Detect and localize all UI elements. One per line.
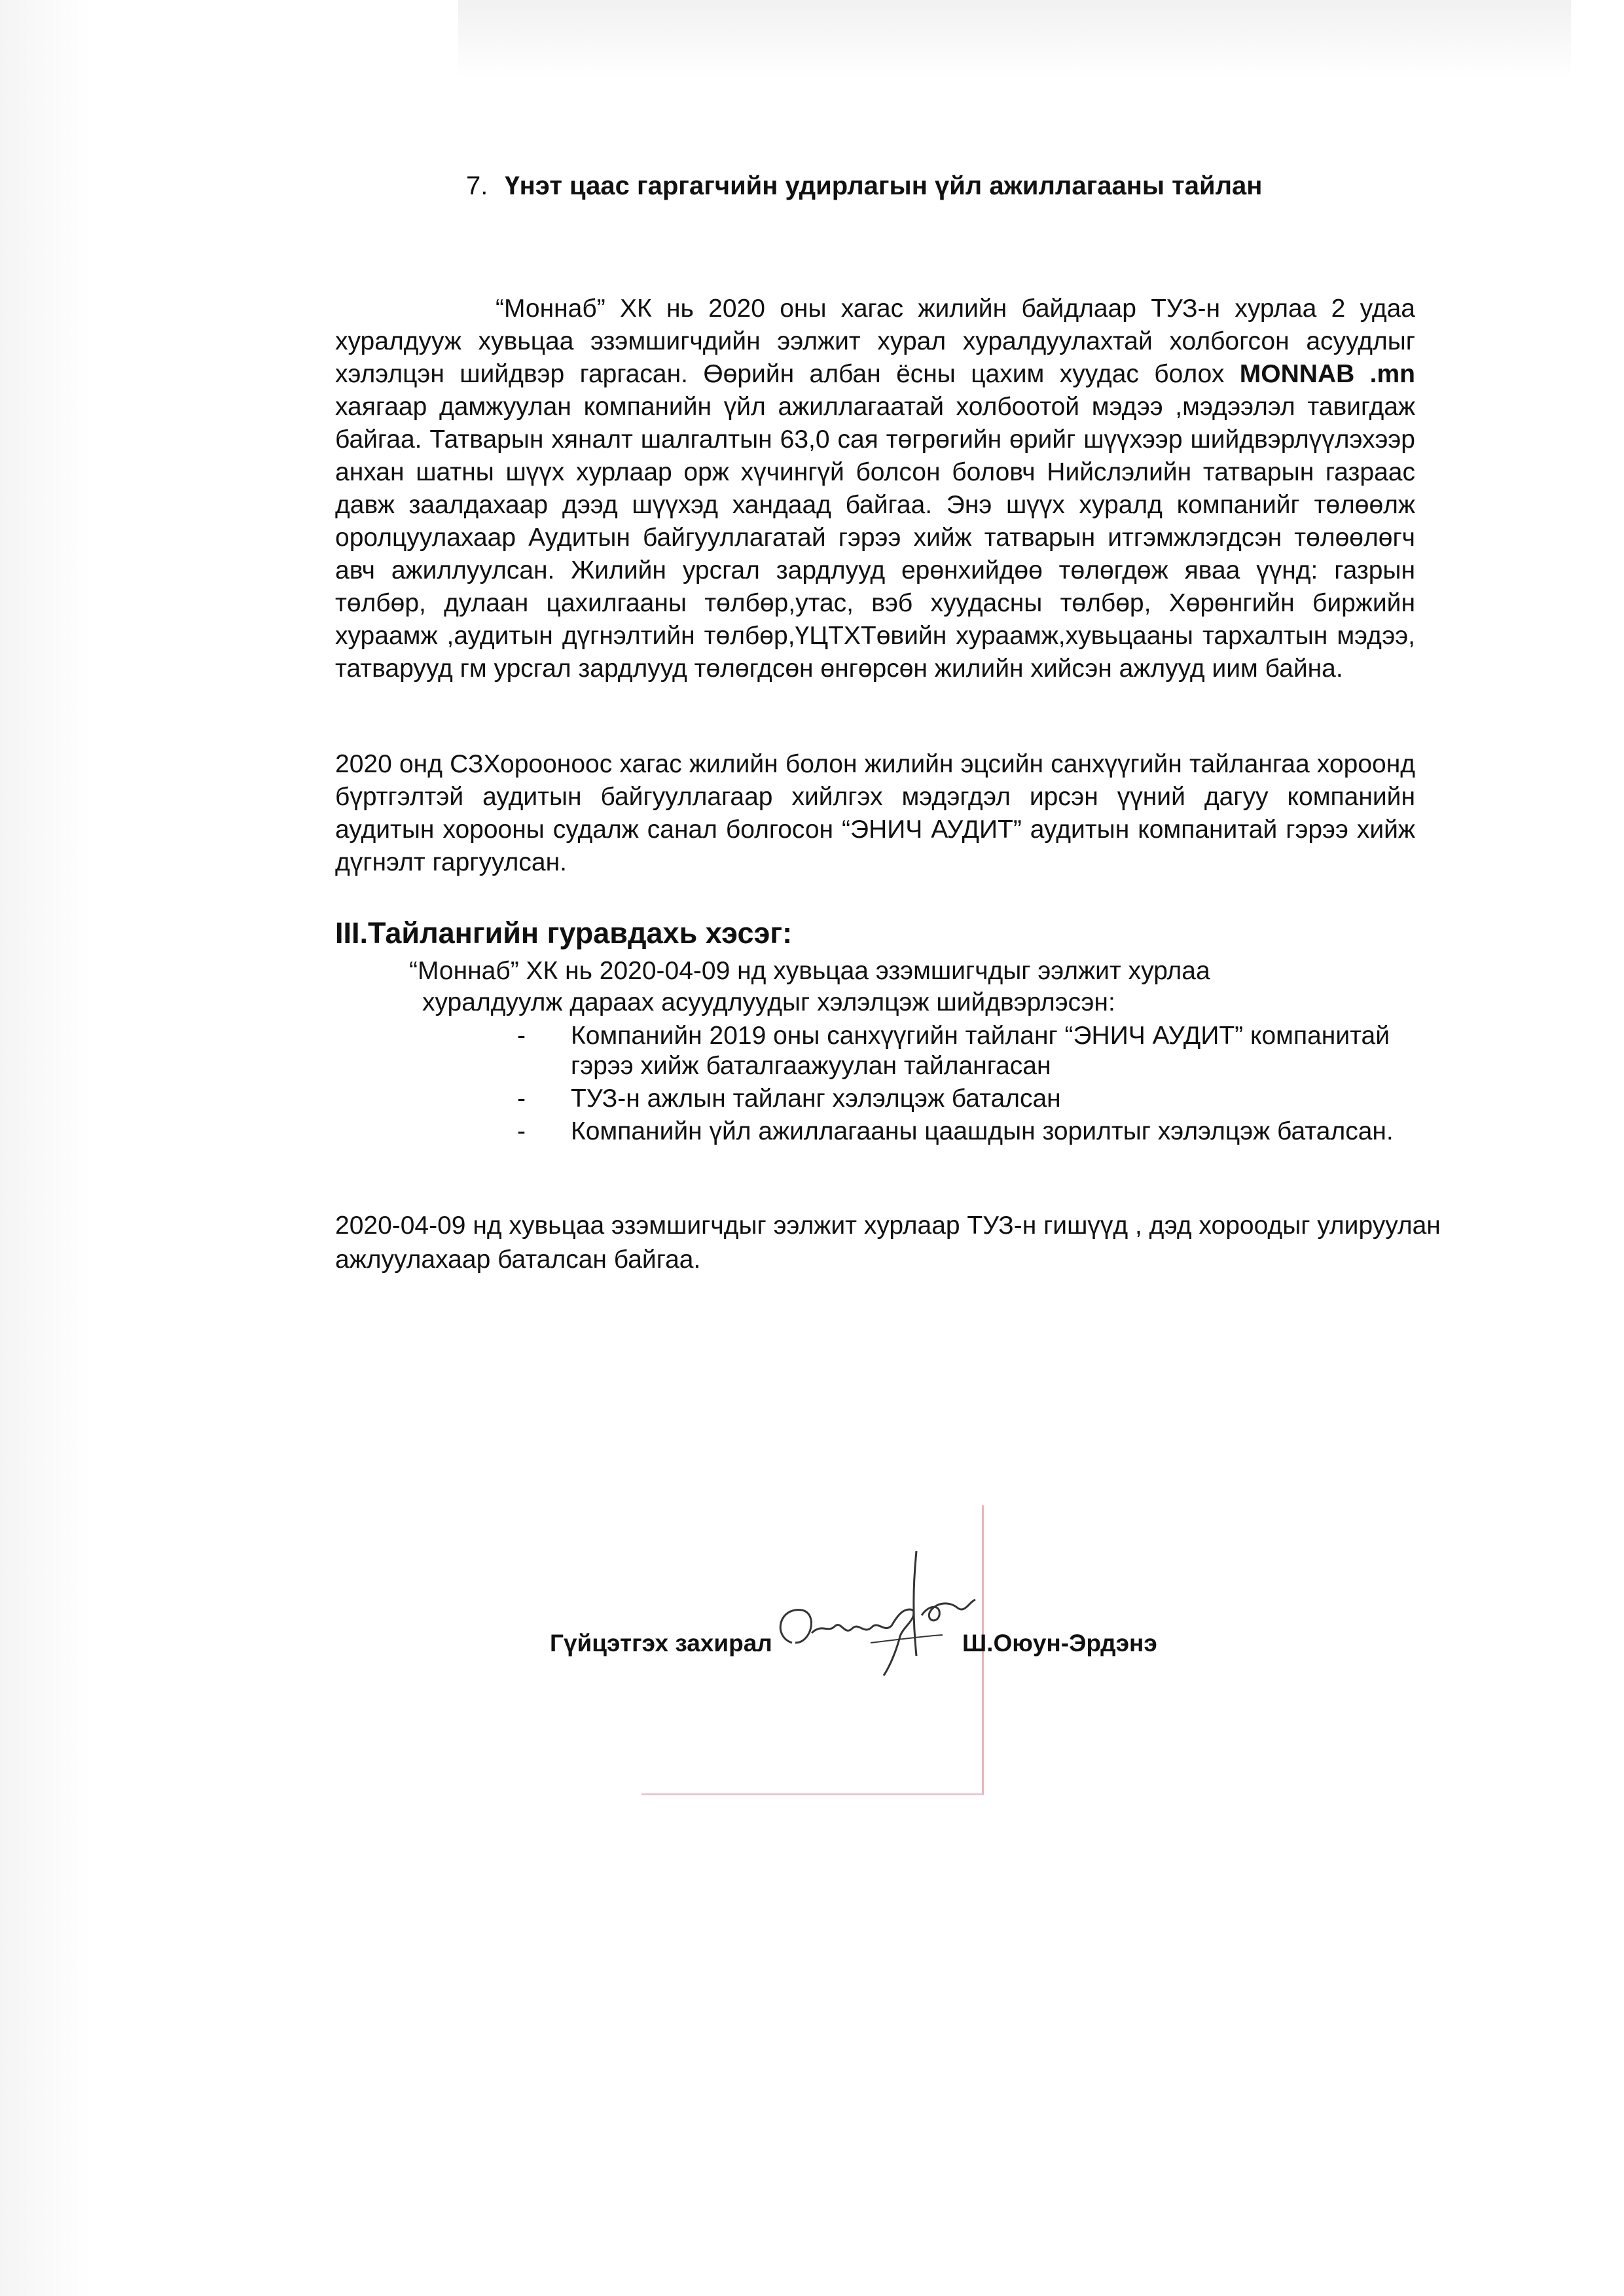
list-item [517,1084,1401,1114]
paragraph1-start: “Моннаб” ХК нь 2020 оны хагас жилийн байдлаар ТУЗ-н хурлаа 2 удаа хуралдууж хувьцаа эзэмшигчдийн ээлжит хурал хуралдуулахтай холбогсон асуудлыг хэлэлцэн шийдвэр гаргасан. Өөрийн албан ёсны цахим хуудас болох [335,295,1415,388]
list-bullet: - [517,1022,526,1050]
section-3-intro-line1: “Моннаб” ХК нь 2020-04-09 нд хувьцаа эзэмшигчдыг ээлжит хурлаа [409,957,1210,985]
handwritten-signature [772,1545,995,1695]
section-3-intro-line2: хуралдуулж дараах асуудлуудыг хэлэлцэж шийдвэрлэсэн: [422,988,1115,1016]
list-item-text: ТУЗ-н ажлын тайланг хэлэлцэж баталсан [571,1085,1061,1113]
signatory-name: Ш.Оюун-Эрдэнэ [962,1630,1157,1657]
list-item [517,1117,1401,1147]
management-activity-paragraph [335,293,1415,685]
signatory-title: Гүйцэтгэх захирал [550,1630,772,1657]
closing-paragraph: 2020-04-09 нд хувьцаа эзэмшигчдыг ээлжит хурлаар ТУЗ-н гишүүд , дэд хороодыг улируулан ажлуулахаар баталсан байгаа. [335,1211,1441,1274]
section-7-title: Үнэт цаас гаргагчийн удирлагын үйл ажиллагааны тайлан [505,171,1263,200]
scan-shadow-top [458,0,1571,79]
decision-list [517,1021,1401,1149]
list-item [517,1021,1401,1081]
list-bullet: - [517,1117,526,1145]
section-3-heading: III.Тайлангийн гуравдахь хэсэг: [335,916,793,950]
section-7-number: 7. [466,171,488,200]
audit-paragraph: 2020 онд СЗХорооноос хагас жилийн болон жилийн эцсийн санхүүгийн тайлангаа хороонд бүртгэлтэй аудитын байгууллагаар хийлгэх мэдэгдэл ирсэн үүний дагуу компанийн аудитын хорооны судалж санал болгосон “ЭНИЧ АУДИТ” аудитын компанитай гэрээ хийж дүгнэлт гаргуулсан. [335,750,1415,876]
paragraph1-end: хаягаар дамжуулан компанийн үйл ажиллагаатай холбоотой мэдээ ,мэдээлэл тавигдаж байгаа. Татварын хяналт шалгалтын 63,0 сая төгрөгийн өрийг шүүхээр шийдвэрлүүлэхээр анхан шатны шүүх хурлаар орж хүчингүй болсон боловч Нийслэлийн татварын газраас давж заалдахаар дээд шүүхэд хандаад байгаа. Энэ шүүх хуралд компанийг төлөөлж оролцуулахаар Аудитын байгууллагатай гэрээ хийж татварын итгэмжлэгдсэн төлөөлөгч авч ажиллуулсан. Жилийн урсгал зардлууд ерөнхийдөө төлөгдөж яваа үүнд: газрын төлбөр, дулаан цахилгааны төлбөр,утас, вэб хуудасны төлбөр, Хөрөнгийн биржийн хураамж ,аудитын дүгнэлтийн төлбөр,ҮЦТХТөвийн хураамж,хувьцааны тархалтын мэдээ, татварууд гм урсгал зардлууд төлөгдсөн өнгөрсөн жилийн хийсэн ажлууд иим байна. [335,393,1415,683]
section-3-intro [409,956,1391,1018]
website-name: MONNAB .mn [1239,360,1416,388]
list-item-text: Компанийн 2019 оны санхүүгийн тайланг “ЭНИЧ АУДИТ” компанитай гэрээ хийж баталгаажуулан тайлангасан [571,1022,1390,1080]
section-7-heading [466,171,1513,201]
list-item-text: Компанийн үйл ажиллагааны цаашдын зорилтыг хэлэлцэж баталсан. [571,1117,1394,1145]
list-bullet: - [517,1085,526,1113]
scan-edge-left [0,0,92,2296]
